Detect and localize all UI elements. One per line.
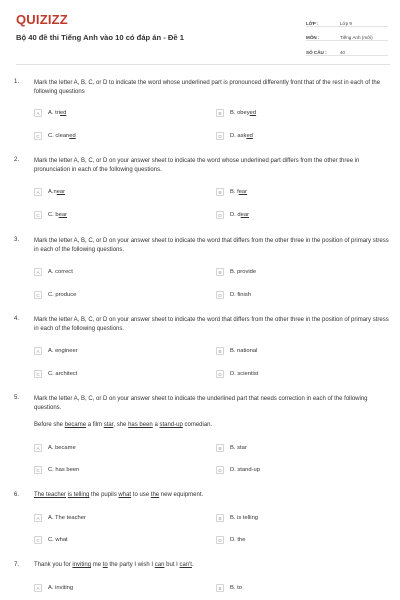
option-label: C. cleaned [48,133,76,139]
question-number: 4. [14,316,20,322]
option-label: A. became [48,445,76,451]
option-label: D. the [230,537,246,543]
option-label: D. finish [230,292,251,298]
option-label: A. correct [48,269,73,275]
option-d[interactable] [216,465,260,475]
option-d[interactable] [216,131,253,141]
option-letter-box: B [216,268,224,276]
option-b[interactable] [216,267,256,277]
option-letter-box: D [216,466,224,474]
option-letter-box: A [34,444,42,452]
option-letter-box: C [34,466,42,474]
question-text: Mark the letter A, B, C, or D on your answer sheet to indicate the word that differs from the other three in the position of primary stress in each of the following questions. [34,317,389,332]
option-c[interactable] [34,290,76,300]
option-label: D. scientist [230,371,259,377]
option-label: B. fear [230,189,248,195]
option-letter-box: B [216,514,224,522]
meta-row-subject [306,29,388,42]
option-label: B. national [230,348,258,354]
option-label: C. bear [48,212,68,218]
option-label: B. star [230,445,247,451]
question-text: Mark the letter A, B, C, or D on your answer sheet to indicate the word whose underlined part differs from the other three in pronunciation in each of the following questions. [34,158,360,173]
meta-value: 40 [340,49,346,55]
option-letter-box: A [34,347,42,355]
option-a[interactable] [34,443,76,453]
option-label: D. stand-up [230,467,260,473]
option-label: B. obeyed [230,110,257,116]
option-letter-box: A [34,268,42,276]
option-letter-box: D [216,132,224,140]
question-number: 3. [14,237,20,243]
option-letter-box: A [34,109,42,117]
option-c[interactable] [34,369,77,379]
option-b[interactable] [216,108,256,118]
question-sentence: Before she became a film star, she has been a stand-up comedian. [34,422,213,428]
question-number: 2. [14,157,20,163]
question-sentence: The teacher is telling the pupils what to use the new equipment. [34,492,204,498]
question-text: Mark the letter A, B, C, or D on your answer sheet to indicate the underlined part that needs correction in each of the following questions. [34,396,368,411]
option-letter-box: D [216,370,224,378]
meta-value: Tiếng Anh (mới) [340,35,373,40]
meta-label: MÔN : [306,35,320,40]
option-c[interactable] [34,131,76,141]
question-number: 5. [14,395,20,401]
option-c[interactable] [34,535,68,545]
option-label: A. The teacher [48,515,86,521]
document-title: Bộ 40 đề thi Tiếng Anh vào 10 có đáp án - Đề 1 [16,33,184,42]
option-letter-box: B [216,444,224,452]
question-number: 6. [14,492,20,498]
option-letter-box: A [34,188,42,196]
quizizz-logo: QUIZIZZ [16,12,68,27]
option-b[interactable] [216,187,247,197]
question-sentence: Thank you for inviting me to the party I wish I can but I can't. [34,562,194,568]
option-d[interactable] [216,369,258,379]
question-text: Mark the letter A, B, C, or D to indicate the word whose underlined part is pronounced differently front that of the rest in each of the following questions [34,80,381,95]
option-letter-box: C [34,370,42,378]
option-d[interactable] [216,290,251,300]
option-c[interactable] [34,210,67,220]
option-letter-box: B [216,109,224,117]
option-letter-box: A [34,584,42,592]
option-label: A. tried [48,110,67,116]
option-letter-box: D [216,291,224,299]
option-label: A. engineer [48,348,78,354]
option-a[interactable] [34,108,66,118]
option-letter-box: C [34,536,42,544]
option-label: B. provide [230,269,257,275]
option-b[interactable] [216,443,247,453]
meta-label: SỐ CÂU : [306,49,327,55]
question-number: 1. [14,79,20,85]
option-label: A.near [48,189,66,195]
option-b[interactable] [216,513,258,523]
option-letter-box: D [216,211,224,219]
question-number: 7. [14,562,20,568]
option-label: C. architect [48,371,78,377]
meta-row-count [306,43,388,56]
option-letter-box: D [216,536,224,544]
option-d[interactable] [216,535,245,545]
option-label: D. asked [230,133,253,139]
option-label: B. to [230,585,242,591]
option-label: A. inviting [48,585,74,591]
option-label: C. has been [48,467,80,473]
option-letter-box: B [216,347,224,355]
option-label: C. produce [48,292,77,298]
meta-row-class [306,14,388,27]
option-a[interactable] [34,267,73,277]
option-b[interactable] [216,583,242,593]
option-letter-box: C [34,211,42,219]
option-label: B. is telling [230,515,259,521]
header-divider [16,64,390,65]
option-letter-box: C [34,291,42,299]
option-label: C. what [48,537,68,543]
option-a[interactable] [34,346,78,356]
option-a[interactable] [34,513,86,523]
meta-value: Lớp 9 [340,20,352,26]
option-a[interactable] [34,187,65,197]
question-text: Mark the letter A, B, C, or D on your answer sheet to indicate the word that differs from the other three in the position of primary stress in each of the following questions. [34,238,389,253]
option-c[interactable] [34,465,79,475]
option-letter-box: C [34,132,42,140]
option-b[interactable] [216,346,257,356]
option-label: D. dear [230,212,250,218]
option-letter-box: B [216,584,224,592]
meta-info [306,14,388,58]
option-letter-box: A [34,514,42,522]
option-d[interactable] [216,210,249,220]
option-letter-box: B [216,188,224,196]
meta-label: LỚP : [306,20,319,26]
option-a[interactable] [34,583,73,593]
